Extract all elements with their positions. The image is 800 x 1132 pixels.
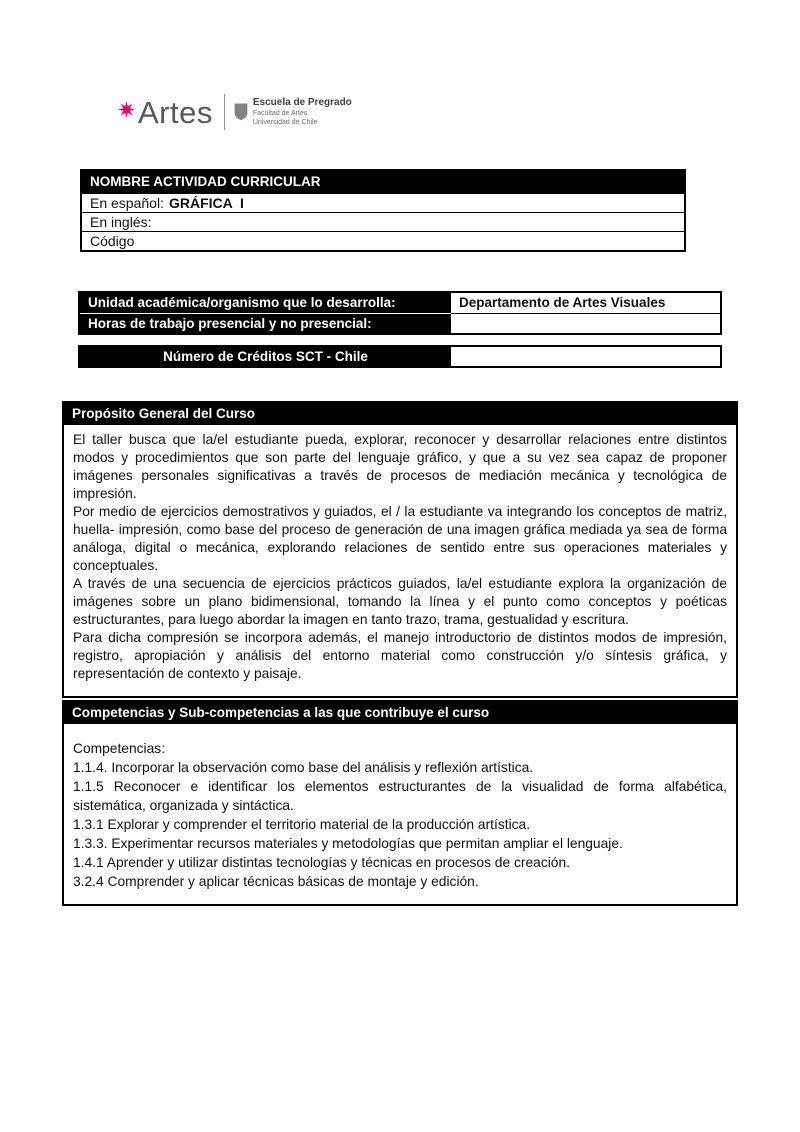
competency-item: 1.3.3. Experimentar recursos materiales y metodologías que permitan ampliar el lenguaje. (73, 836, 623, 852)
competency-item: 1.4.1 Aprender y utilizar distintas tecnologías y técnicas en procesos de creación. (73, 855, 570, 871)
competency-item: 1.3.1 Explorar y comprender el territorio material de la producción artística. (73, 817, 531, 833)
table-row-spanish (82, 193, 684, 212)
credits-table (78, 345, 722, 368)
academic-unit-table (78, 291, 722, 335)
logo-faculty-name: Facultad de Artes (252, 109, 308, 117)
curricular-name-header: NOMBRE ACTIVIDAD CURRICULAR (82, 171, 684, 193)
code-label: Código (90, 233, 135, 250)
competency-item: 1.1.5 Reconocer e identificar los elementos estructurantes de la visualidad de forma alfabética, sistemática, organizada y sintáctica. (73, 779, 727, 814)
hours-label-cell: Horas de trabajo presencial y no presencial: (80, 313, 451, 333)
spanish-label: En español: (90, 195, 164, 212)
unit-value-cell: Departamento de Artes Visuales (451, 293, 720, 313)
logo-university-name: Universidad de Chile (252, 119, 318, 126)
competencies-header: Competencias y Sub-competencias a las que contribuye el curso (64, 702, 736, 724)
credits-label-cell: Número de Créditos SCT - Chile (80, 347, 451, 366)
competencies-section (62, 700, 738, 906)
table-row-unit (80, 293, 720, 313)
competency-item: 1.1.4. Incorporar la observación como base del análisis y reflexión artística. (73, 760, 534, 776)
table-row-code (82, 231, 684, 250)
logo-star-icon (118, 101, 135, 118)
purpose-paragraph: Para dicha compresión se incorpora además, el manejo introductorio de distintos modos de impresión, registro, apropiación y análisis del entorno material como construcción y/o síntesis gráfica, y representación de contexto y paisaje. (73, 630, 727, 682)
purpose-paragraph: Por medio de ejercicios demostrativos y guiados, el / la estudiante va integrando los conceptos de matriz, huella- impresión, como base del proceso de generación de una imagen gráfica mediada ya sea de forma análoga, digital o mecánica, explorando relaciones de sentido entre sus operaciones materiales y conceptuales. (73, 504, 727, 574)
logo-school-name: Escuela de Pregrado (252, 96, 352, 108)
table-row-english (82, 212, 684, 231)
course-purpose-section (62, 401, 738, 698)
unit-label-cell: Unidad académica/organismo que lo desarrolla: (80, 293, 451, 313)
english-label: En inglés: (90, 214, 152, 231)
competencies-body (64, 724, 736, 904)
course-purpose-body (64, 425, 736, 696)
curricular-name-table (80, 169, 686, 252)
university-emblem-icon (234, 103, 248, 121)
table-row-hours (80, 313, 720, 333)
logo-divider (224, 94, 225, 130)
credits-value-cell (451, 347, 720, 366)
logo-text-block (253, 97, 352, 127)
logo (118, 88, 352, 136)
purpose-paragraph: A través de una secuencia de ejercicios prácticos guiados, la/el estudiante explora la organización de imágenes sobre un plano bidimensional, tomando la línea y el punto como conceptos y poéticas estructurantes, para luego abordar la imagen en tanto trazo, trama, gestualidad y escritura. (73, 576, 727, 628)
logo-brand-text: Artes (138, 94, 213, 130)
competency-item: 3.2.4 Comprender y aplicar técnicas básicas de montaje y edición. (73, 874, 479, 890)
competencies-intro: Competencias: (73, 741, 166, 757)
purpose-paragraph: El taller busca que la/el estudiante pueda, explorar, reconocer y desarrollar relaciones entre distintos modos y procedimientos que son parte del lenguaje gráfico, y que a su vez sea capaz de proponer imágenes personales significativas a través de procesos de mediación mecánica y tecnológica de impresión. (73, 432, 727, 502)
spanish-value: GRÁFICA I (168, 195, 244, 212)
hours-value-cell (451, 313, 720, 333)
course-purpose-header: Propósito General del Curso (64, 403, 736, 425)
